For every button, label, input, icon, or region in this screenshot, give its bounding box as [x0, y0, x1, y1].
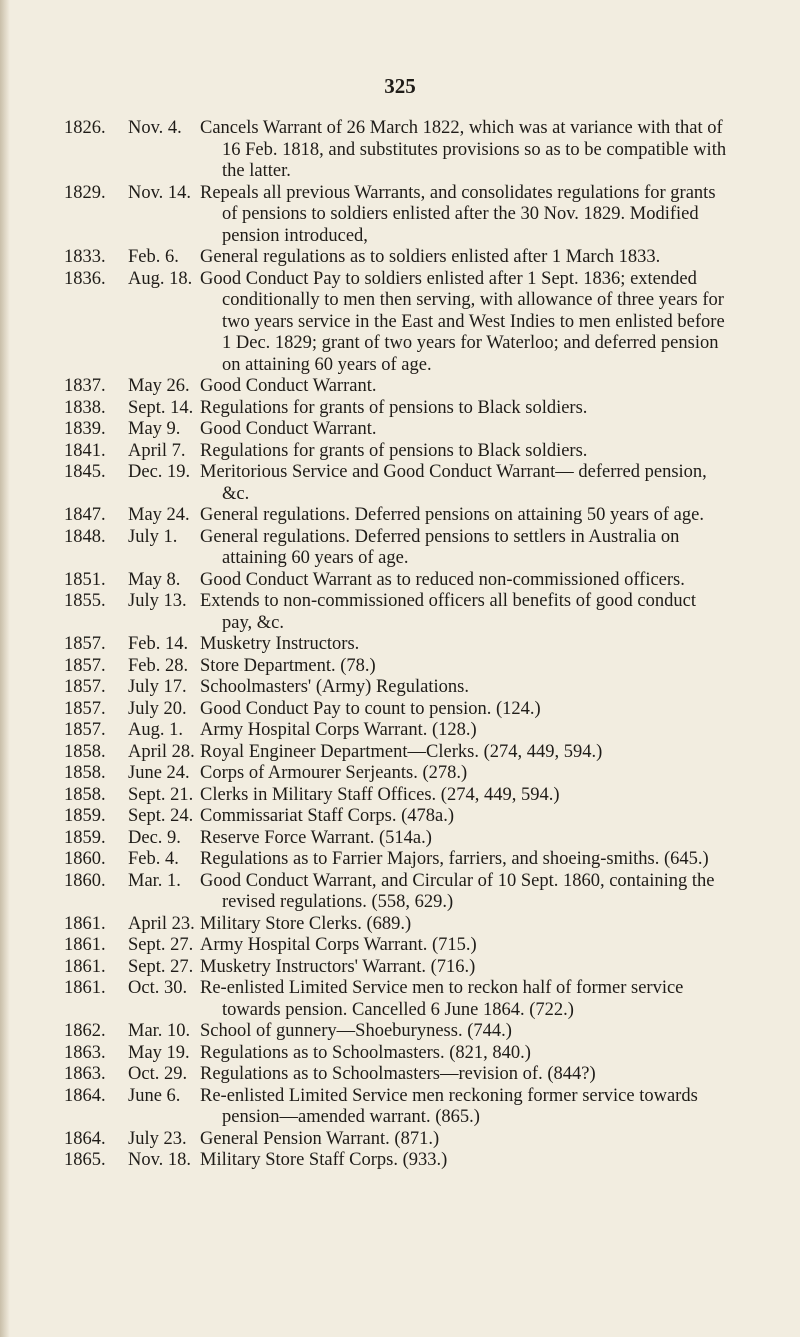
list-item: [0, 763, 800, 785]
entry-description: Regulations as to Schoolmasters—revision of. (844?): [200, 1064, 596, 1084]
entry-description: Regulations as to Schoolmasters. (821, 840.): [200, 1042, 531, 1063]
list-item: [0, 914, 800, 936]
entry-date: July 17.: [128, 677, 187, 697]
entry-date: Nov. 4.: [128, 118, 182, 138]
entry-year: 1829.: [64, 182, 106, 203]
entry-description: Regulations for grants of pensions to Black soldiers.: [200, 440, 588, 461]
entry-date: Aug. 1.: [128, 720, 183, 740]
entry-description: General regulations. Deferred pensions to settlers in Australia on attaining 60 years of age.: [200, 526, 680, 568]
list-item: [0, 871, 800, 914]
entry-date: June 6.: [128, 1085, 181, 1106]
entry-date: Feb. 6.: [128, 247, 179, 267]
entry-description: School of gunnery—Shoeburyness. (744.): [200, 1021, 512, 1041]
entry-year: 1839.: [64, 419, 106, 439]
entry-date: Dec. 9.: [128, 827, 181, 848]
entry-date: Nov. 14.: [128, 182, 192, 203]
entry-year: 1848.: [64, 526, 106, 547]
entry-date: Feb. 28.: [128, 655, 189, 676]
entry-date: July 20.: [128, 698, 187, 719]
entry-description: Military Store Staff Corps. (933.): [200, 1150, 448, 1170]
entry-year: 1857.: [64, 720, 106, 740]
entry-date: Sept. 27.: [128, 935, 194, 955]
entry-year: 1863.: [64, 1042, 106, 1063]
list-item: [0, 677, 800, 699]
page-number: 325: [384, 74, 416, 98]
entry-description: General regulations as to soldiers enlisted after 1 March 1833.: [200, 247, 661, 267]
entry-year: 1862.: [64, 1021, 106, 1041]
entry-description: General regulations. Deferred pensions on attaining 50 years of age.: [200, 505, 704, 525]
list-item: [0, 505, 800, 527]
list-item: [0, 828, 800, 850]
list-item: [0, 1064, 800, 1086]
list-item: [0, 978, 800, 1021]
list-item: [0, 247, 800, 269]
entry-date: May 19.: [128, 1042, 190, 1063]
list-item: [0, 806, 800, 828]
list-item: [0, 785, 800, 807]
entry-year: 1845.: [64, 462, 106, 482]
entry-date: Sept. 24.: [128, 806, 194, 826]
entry-date: July 23.: [128, 1128, 187, 1149]
entry-year: 1841.: [64, 440, 106, 461]
entry-year: 1865.: [64, 1150, 106, 1170]
entry-year: 1864.: [64, 1128, 106, 1149]
entry-date: Mar. 1.: [128, 870, 181, 891]
entry-description: Good Conduct Warrant.: [200, 419, 377, 439]
entry-year: 1833.: [64, 247, 106, 267]
list-item: [0, 376, 800, 398]
entry-description: Regulations as to Farrier Majors, farriers, and shoeing-smiths. (645.): [200, 849, 709, 869]
list-item: [0, 1021, 800, 1043]
entry-year: 1860.: [64, 849, 106, 869]
list-item: [0, 419, 800, 441]
entry-date: Sept. 27.: [128, 956, 194, 977]
entry-date: April 23.: [128, 913, 195, 934]
entry-date: April 7.: [128, 440, 186, 461]
entry-year: 1838.: [64, 397, 106, 418]
list-item: [0, 441, 800, 463]
entry-year: 1858.: [64, 741, 106, 762]
entry-description: General Pension Warrant. (871.): [200, 1128, 440, 1149]
entry-date: Aug. 18.: [128, 268, 193, 289]
entry-description: Repeals all previous Warrants, and consolidates regulations for grants of pensions to soldiers enlisted after the 30 Nov. 1829. Modified pension introduced,: [200, 182, 716, 246]
entry-year: 1857.: [64, 655, 106, 676]
entry-description: Re-enlisted Limited Service men to reckon half of former service towards pension. Cancelled 6 June 1864. (722.): [200, 978, 684, 1020]
entry-year: 1858.: [64, 763, 106, 783]
entry-year: 1826.: [64, 118, 106, 138]
entry-year: 1860.: [64, 870, 106, 891]
list-item: [0, 935, 800, 957]
entry-description: Musketry Instructors.: [200, 634, 360, 654]
entry-year: 1857.: [64, 634, 106, 654]
list-item: [0, 591, 800, 634]
entry-date: June 24.: [128, 763, 190, 783]
entry-year: 1863.: [64, 1064, 106, 1084]
entry-year: 1836.: [64, 268, 106, 289]
entry-description: Store Department. (78.): [200, 655, 376, 676]
entry-date: Sept. 14.: [128, 397, 194, 418]
entry-date: May 26.: [128, 376, 190, 396]
entry-year: 1864.: [64, 1085, 106, 1106]
entry-date: Dec. 19.: [128, 462, 191, 482]
entry-description: Good Conduct Pay to soldiers enlisted after 1 Sept. 1836; extended conditionally to men then serving, with allowance of three years for two years service in the East and West Indies to men enlisted before 1 Dec. 1829; grant of two years for Waterloo; and deferred pension on attaining 60 years of age.: [200, 268, 725, 375]
entry-date: July 13.: [128, 591, 187, 611]
entry-description: Re-enlisted Limited Service men reckoning former service towards pension—amended warrant. (865.): [200, 1085, 698, 1127]
entry-description: Commissariat Staff Corps. (478a.): [200, 806, 455, 826]
entry-year: 1847.: [64, 505, 106, 525]
entry-year: 1857.: [64, 677, 106, 697]
entry-description: Good Conduct Warrant.: [200, 376, 377, 396]
entry-year: 1851.: [64, 569, 106, 590]
entry-description: Army Hospital Corps Warrant. (715.): [200, 935, 477, 955]
entry-description: Meritorious Service and Good Conduct Warrant— deferred pension, &c.: [200, 462, 707, 504]
list-item: [0, 1043, 800, 1065]
entry-date: Feb. 4.: [128, 849, 179, 869]
list-item: [0, 1086, 800, 1129]
entry-description: Corps of Armourer Serjeants. (278.): [200, 763, 468, 783]
entry-description: Musketry Instructors' Warrant. (716.): [200, 956, 476, 977]
entry-date: April 28.: [128, 741, 195, 762]
entry-date: Nov. 18.: [128, 1150, 192, 1170]
list-item: [0, 570, 800, 592]
entry-year: 1837.: [64, 376, 106, 396]
entry-year: 1861.: [64, 913, 106, 934]
entry-year: 1861.: [64, 956, 106, 977]
entry-date: May 8.: [128, 569, 181, 590]
entry-date: May 9.: [128, 419, 181, 439]
entry-description: Clerks in Military Staff Offices. (274, 449, 594.): [200, 784, 560, 805]
list-item: [0, 398, 800, 420]
entry-year: 1861.: [64, 978, 106, 998]
list-item: [0, 849, 800, 871]
entry-description: Good Conduct Pay to count to pension. (124.): [200, 698, 541, 719]
entry-date: Sept. 21.: [128, 784, 194, 805]
entry-description: Good Conduct Warrant, and Circular of 10 Sept. 1860, containing the revised regulations. (558, 629.): [200, 870, 715, 912]
entry-year: 1859.: [64, 827, 106, 848]
entry-description: Royal Engineer Department—Clerks. (274, 449, 594.): [200, 741, 603, 762]
list-item: [0, 269, 800, 377]
list-item: [0, 742, 800, 764]
list-item: [0, 527, 800, 570]
entry-year: 1858.: [64, 784, 106, 805]
list-item: [0, 634, 800, 656]
entry-date: Oct. 29.: [128, 1064, 188, 1084]
chronology-list: [0, 118, 800, 1172]
entry-description: Extends to non-commissioned officers all benefits of good conduct pay, &c.: [200, 591, 696, 633]
entry-description: Army Hospital Corps Warrant. (128.): [200, 720, 477, 740]
list-item: [0, 720, 800, 742]
entry-description: Schoolmasters' (Army) Regulations.: [200, 677, 469, 697]
list-item: [0, 118, 800, 183]
entry-year: 1855.: [64, 591, 106, 611]
list-item: [0, 462, 800, 505]
entry-description: Good Conduct Warrant as to reduced non-commissioned officers.: [200, 569, 685, 590]
entry-date: Mar. 10.: [128, 1021, 191, 1041]
list-item: [0, 1129, 800, 1151]
entry-description: Military Store Clerks. (689.): [200, 913, 412, 934]
entry-year: 1861.: [64, 935, 106, 955]
entry-description: Regulations for grants of pensions to Black soldiers.: [200, 397, 588, 418]
entry-date: Oct. 30.: [128, 978, 188, 998]
entry-date: Feb. 14.: [128, 634, 189, 654]
list-item: [0, 1150, 800, 1172]
list-item: [0, 656, 800, 678]
list-item: [0, 699, 800, 721]
entry-year: 1857.: [64, 698, 106, 719]
entry-date: July 1.: [128, 526, 178, 547]
entry-description: Reserve Force Warrant. (514a.): [200, 827, 432, 848]
list-item: [0, 957, 800, 979]
list-item: [0, 183, 800, 248]
entry-date: May 24.: [128, 505, 190, 525]
entry-year: 1859.: [64, 806, 106, 826]
entry-description: Cancels Warrant of 26 March 1822, which was at variance with that of 16 Feb. 1818, and substitutes provisions so as to be compatible with the latter.: [200, 118, 727, 181]
